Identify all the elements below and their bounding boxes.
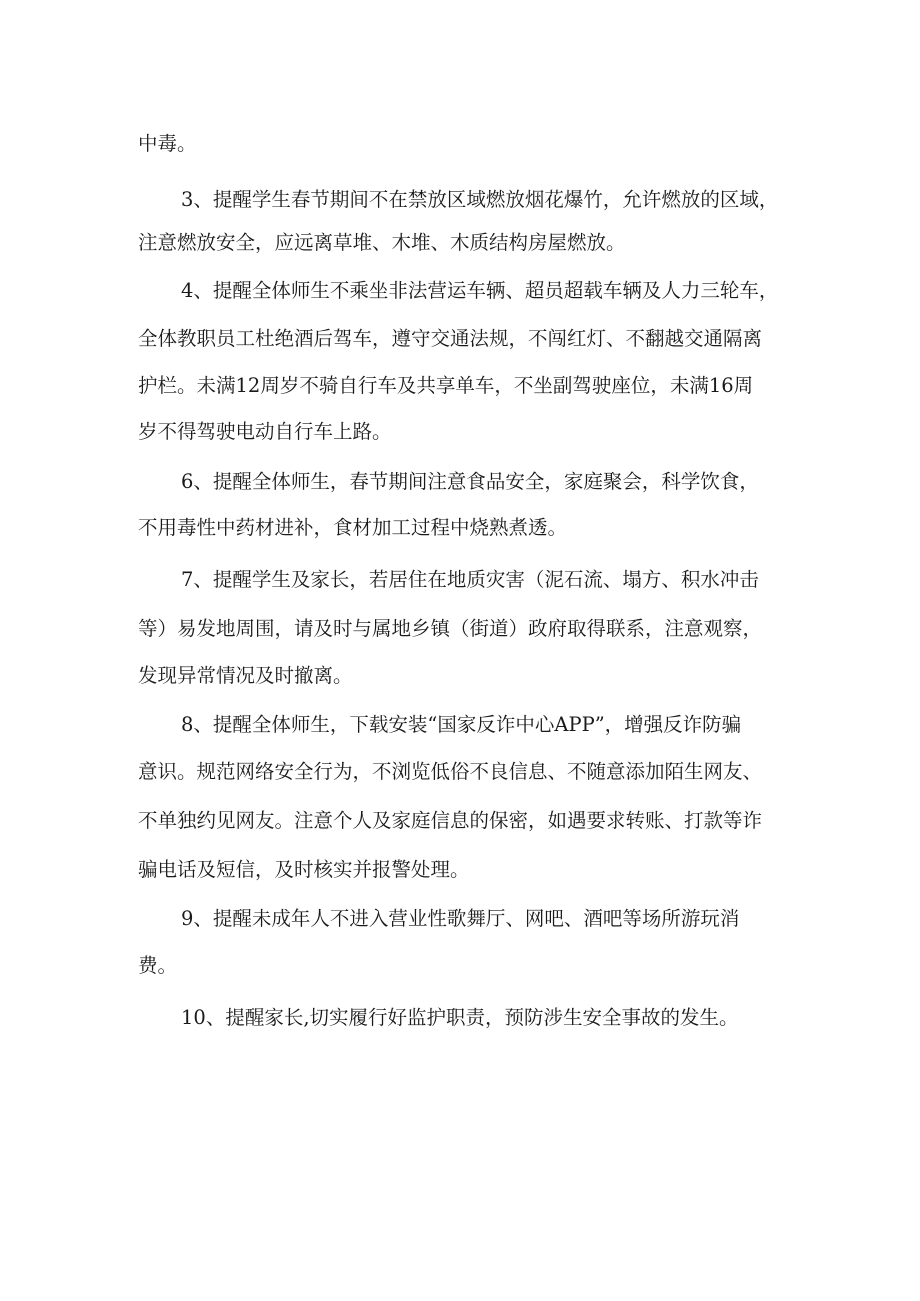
paragraph-line: 不单独约见网友。注意个人及家庭信息的保密，如遇要求转账、打款等诈 <box>138 809 763 832</box>
paragraph-line: 岁不得驾驶电动自行车上路。 <box>138 420 392 443</box>
paragraph-line: 注意燃放安全，应远离草堆、木堆、木质结构房屋燃放。 <box>138 231 626 254</box>
paragraph-line: 费。 <box>138 954 178 977</box>
paragraph-line: 3、提醒学生春节期间不在禁放区域燃放烟花爆竹，允许燃放的区域， <box>181 188 779 211</box>
paragraph-line: 骗电话及短信，及时核实并报警处理。 <box>138 858 470 881</box>
paragraph-line: 全体教职员工杜绝酒后驾车，遵守交通法规，不闯红灯、不翻越交通隔离 <box>138 327 763 350</box>
paragraph-line: 7、提醒学生及家长，若居住在地质灾害（泥石流、塌方、积水冲击 <box>181 568 759 591</box>
paragraph-line: 4、提醒全体师生不乘坐非法营运车辆、超员超载车辆及人力三轮车， <box>181 279 779 302</box>
paragraph-line: 10、提醒家长,切实履行好监护职责，预防涉生安全事故的发生。 <box>181 1006 739 1029</box>
paragraph-line: 不用毒性中药材进补，食材加工过程中烧熟煮透。 <box>138 516 568 539</box>
paragraph-line: 8、提醒全体师生，下载安装“国家反诈中心APP”，增强反诈防骗 <box>181 713 742 736</box>
paragraph-line: 发现异常情况及时撤离。 <box>138 664 353 687</box>
paragraph-line: 等）易发地周围，请及时与属地乡镇（街道）政府取得联系，注意观察， <box>138 617 763 640</box>
paragraph-line: 9、提醒未成年人不进入营业性歌舞厅、网吧、酒吧等场所游玩消 <box>181 907 740 930</box>
paragraph-line: 6、提醒全体师生，春节期间注意食品安全，家庭聚会，科学饮食， <box>181 470 759 493</box>
paragraph-line: 意识。规范网络安全行为，不浏览低俗不良信息、不随意添加陌生网友、 <box>138 760 763 783</box>
paragraph-line: 护栏。未满12周岁不骑自行车及共享单车，不坐副驾驶座位，未满16周 <box>138 374 754 397</box>
paragraph-line: 中毒。 <box>138 132 197 155</box>
